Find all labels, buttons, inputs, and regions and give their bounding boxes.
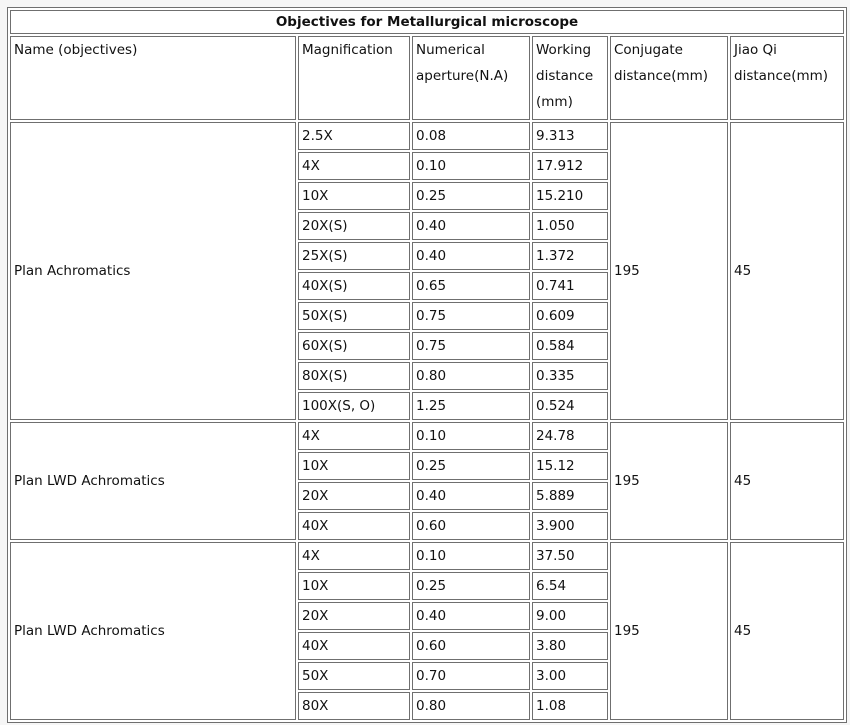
working-distance-cell: 5.889 — [532, 482, 608, 510]
working-distance-cell: 9.00 — [532, 602, 608, 630]
numerical-aperture-cell: 0.10 — [412, 542, 530, 570]
working-distance-cell: 24.78 — [532, 422, 608, 450]
conjugate-distance-cell: 195 — [610, 422, 728, 540]
magnification-cell: 50X(S) — [298, 302, 410, 330]
numerical-aperture-cell: 0.65 — [412, 272, 530, 300]
numerical-aperture-cell: 0.10 — [412, 152, 530, 180]
working-distance-cell: 3.80 — [532, 632, 608, 660]
numerical-aperture-cell: 0.25 — [412, 572, 530, 600]
working-distance-cell: 3.00 — [532, 662, 608, 690]
magnification-cell: 20X(S) — [298, 212, 410, 240]
working-distance-cell: 15.210 — [532, 182, 608, 210]
header-name: Name (objectives) — [10, 36, 296, 120]
jiao-qi-distance-cell: 45 — [730, 122, 844, 420]
magnification-cell: 10X — [298, 452, 410, 480]
numerical-aperture-cell: 0.60 — [412, 512, 530, 540]
magnification-cell: 20X — [298, 482, 410, 510]
title-row — [10, 10, 844, 34]
numerical-aperture-cell: 0.70 — [412, 662, 530, 690]
magnification-cell: 100X(S, O) — [298, 392, 410, 420]
working-distance-cell: 37.50 — [532, 542, 608, 570]
table-title: Objectives for Metallurgical microscope — [10, 10, 844, 34]
numerical-aperture-cell: 0.80 — [412, 692, 530, 720]
numerical-aperture-cell: 0.25 — [412, 452, 530, 480]
working-distance-cell: 1.372 — [532, 242, 608, 270]
working-distance-cell: 0.335 — [532, 362, 608, 390]
magnification-cell: 40X — [298, 632, 410, 660]
header-row — [10, 36, 844, 120]
header-conjugate-distance: Conjugate distance(mm) — [610, 36, 728, 120]
working-distance-cell: 0.609 — [532, 302, 608, 330]
magnification-cell: 80X(S) — [298, 362, 410, 390]
numerical-aperture-cell: 0.40 — [412, 212, 530, 240]
numerical-aperture-cell: 1.25 — [412, 392, 530, 420]
header-numerical-aperture: Numerical aperture(N.A) — [412, 36, 530, 120]
working-distance-cell: 0.741 — [532, 272, 608, 300]
table-row — [10, 122, 844, 150]
magnification-cell: 60X(S) — [298, 332, 410, 360]
header-working-distance: Working distance (mm) — [532, 36, 608, 120]
jiao-qi-distance-cell: 45 — [730, 422, 844, 540]
numerical-aperture-cell: 0.40 — [412, 242, 530, 270]
numerical-aperture-cell: 0.80 — [412, 362, 530, 390]
working-distance-cell: 6.54 — [532, 572, 608, 600]
numerical-aperture-cell: 0.25 — [412, 182, 530, 210]
magnification-cell: 50X — [298, 662, 410, 690]
working-distance-cell: 3.900 — [532, 512, 608, 540]
working-distance-cell: 1.050 — [532, 212, 608, 240]
magnification-cell: 2.5X — [298, 122, 410, 150]
magnification-cell: 25X(S) — [298, 242, 410, 270]
table-row — [10, 422, 844, 450]
table-body — [10, 122, 844, 720]
objectives-table — [7, 7, 847, 723]
header-magnification: Magnification — [298, 36, 410, 120]
working-distance-cell: 15.12 — [532, 452, 608, 480]
working-distance-cell: 9.313 — [532, 122, 608, 150]
jiao-qi-distance-cell: 45 — [730, 542, 844, 720]
working-distance-cell: 17.912 — [532, 152, 608, 180]
magnification-cell: 40X(S) — [298, 272, 410, 300]
conjugate-distance-cell: 195 — [610, 122, 728, 420]
table-container — [7, 7, 845, 723]
magnification-cell: 4X — [298, 542, 410, 570]
numerical-aperture-cell: 0.75 — [412, 332, 530, 360]
working-distance-cell: 0.584 — [532, 332, 608, 360]
numerical-aperture-cell: 0.08 — [412, 122, 530, 150]
table-row — [10, 542, 844, 570]
objective-name-cell: Plan LWD Achromatics — [10, 422, 296, 540]
magnification-cell: 10X — [298, 572, 410, 600]
magnification-cell: 4X — [298, 152, 410, 180]
numerical-aperture-cell: 0.60 — [412, 632, 530, 660]
magnification-cell: 40X — [298, 512, 410, 540]
objective-name-cell: Plan Achromatics — [10, 122, 296, 420]
objective-name-cell: Plan LWD Achromatics — [10, 542, 296, 720]
magnification-cell: 10X — [298, 182, 410, 210]
magnification-cell: 80X — [298, 692, 410, 720]
header-jiao-qi-distance: Jiao Qi distance(mm) — [730, 36, 844, 120]
numerical-aperture-cell: 0.75 — [412, 302, 530, 330]
numerical-aperture-cell: 0.40 — [412, 482, 530, 510]
conjugate-distance-cell: 195 — [610, 542, 728, 720]
magnification-cell: 20X — [298, 602, 410, 630]
numerical-aperture-cell: 0.40 — [412, 602, 530, 630]
working-distance-cell: 1.08 — [532, 692, 608, 720]
working-distance-cell: 0.524 — [532, 392, 608, 420]
numerical-aperture-cell: 0.10 — [412, 422, 530, 450]
magnification-cell: 4X — [298, 422, 410, 450]
